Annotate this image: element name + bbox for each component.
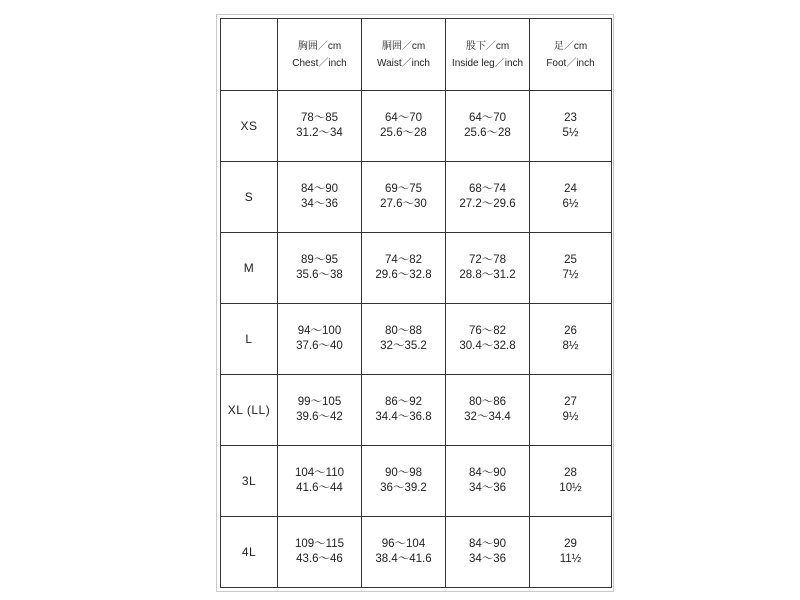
waist-cell (362, 446, 446, 517)
chest-cm-value: 78～85 (300, 112, 339, 124)
header-chest-en: Chest／inch (292, 57, 347, 69)
inside-leg-cm-value: 84～90 (468, 538, 507, 550)
chest-cell (278, 446, 362, 517)
header-foot (530, 19, 612, 91)
waist-cm-value: 86～92 (384, 396, 423, 408)
header-inside-leg-en: Inside leg／inch (451, 57, 524, 69)
waist-cm-value: 90～98 (384, 467, 423, 479)
chest-cell (278, 375, 362, 446)
waist-cell (362, 517, 446, 588)
table-row (221, 162, 612, 233)
waist-inch-value: 29.6～32.8 (375, 269, 432, 281)
inside-leg-cm-value: 72～78 (468, 254, 507, 266)
table-row (221, 304, 612, 375)
foot-cm-value: 26 (564, 325, 577, 337)
inside-leg-cm-value: 64～70 (468, 112, 507, 124)
inside-leg-cm-value: 68～74 (468, 183, 507, 195)
inside-leg-cm-value: 80～86 (468, 396, 507, 408)
waist-cm-value: 80～88 (384, 325, 423, 337)
header-chest (278, 19, 362, 91)
waist-cm-value: 64～70 (384, 112, 423, 124)
chest-inch-value: 39.6～42 (296, 411, 343, 423)
foot-cm-value: 24 (564, 183, 577, 195)
chest-cell (278, 91, 362, 162)
waist-cell (362, 233, 446, 304)
waist-cell (362, 91, 446, 162)
foot-cell (530, 446, 612, 517)
inside-leg-cell (446, 91, 530, 162)
foot-inch-value: 11½ (559, 553, 582, 565)
header-foot-en: Foot／inch (546, 57, 595, 69)
foot-inch-value: 5½ (562, 127, 579, 139)
size-label-cell: 3L (221, 446, 278, 517)
table-row (221, 375, 612, 446)
foot-inch-value: 9½ (562, 411, 579, 423)
foot-inch-value: 8½ (562, 340, 579, 352)
waist-cell (362, 304, 446, 375)
header-waist-en: Waist／inch (377, 57, 430, 69)
inside-leg-cell (446, 446, 530, 517)
header-inside-leg-jp: 股下／cm (465, 40, 510, 52)
inside-leg-cm-value: 76～82 (468, 325, 507, 337)
chest-inch-value: 41.6～44 (296, 482, 343, 494)
inside-leg-cell (446, 304, 530, 375)
chest-cell (278, 304, 362, 375)
waist-cm-value: 96～104 (381, 538, 426, 550)
waist-inch-value: 32～35.2 (380, 340, 427, 352)
header-waist (362, 19, 446, 91)
inside-leg-inch-value: 28.8～31.2 (459, 269, 516, 281)
foot-cell (530, 162, 612, 233)
chest-cm-value: 109～115 (294, 538, 345, 550)
waist-cm-value: 74～82 (384, 254, 423, 266)
table-row (221, 91, 612, 162)
waist-cm-value: 69～75 (384, 183, 423, 195)
header-inside-leg (446, 19, 530, 91)
foot-cm-value: 23 (564, 112, 577, 124)
inside-leg-inch-value: 34～36 (468, 482, 507, 494)
size-label-cell: XL (LL) (221, 375, 278, 446)
foot-inch-value: 7½ (562, 269, 579, 281)
header-foot-jp: 足／cm (553, 40, 588, 52)
inside-leg-inch-value: 32～34.4 (464, 411, 511, 423)
inside-leg-inch-value: 30.4～32.8 (459, 340, 516, 352)
chest-cm-value: 94～100 (297, 325, 342, 337)
inside-leg-cell (446, 233, 530, 304)
chest-cm-value: 104～110 (294, 467, 345, 479)
size-label-cell: S (221, 162, 278, 233)
table-row (221, 233, 612, 304)
chest-inch-value: 37.6～40 (296, 340, 343, 352)
chest-cell (278, 233, 362, 304)
table-row (221, 517, 612, 588)
inside-leg-cell (446, 517, 530, 588)
foot-inch-value: 6½ (562, 198, 579, 210)
waist-inch-value: 36～39.2 (380, 482, 427, 494)
foot-cm-value: 25 (564, 254, 577, 266)
header-chest-jp: 胸囲／cm (297, 40, 342, 52)
foot-cm-value: 27 (564, 396, 577, 408)
header-corner-cell (221, 19, 278, 91)
inside-leg-cell (446, 162, 530, 233)
chest-cell (278, 517, 362, 588)
header-row (221, 19, 612, 91)
size-label-cell: 4L (221, 517, 278, 588)
inside-leg-cm-value: 84～90 (468, 467, 507, 479)
size-label-cell: XS (221, 91, 278, 162)
size-chart-table (220, 18, 612, 588)
foot-cm-value: 29 (564, 538, 577, 550)
waist-inch-value: 25.6～28 (380, 127, 427, 139)
foot-cm-value: 28 (564, 467, 577, 479)
chest-inch-value: 31.2～34 (296, 127, 343, 139)
size-label-cell: L (221, 304, 278, 375)
chest-inch-value: 34～36 (300, 198, 339, 210)
foot-cell (530, 517, 612, 588)
waist-inch-value: 27.6～30 (380, 198, 427, 210)
waist-cell (362, 162, 446, 233)
chest-inch-value: 43.6～46 (296, 553, 343, 565)
inside-leg-cell (446, 375, 530, 446)
chest-cell (278, 162, 362, 233)
waist-cell (362, 375, 446, 446)
inside-leg-inch-value: 25.6～28 (464, 127, 511, 139)
foot-cell (530, 91, 612, 162)
header-waist-jp: 胴囲／cm (381, 40, 426, 52)
chest-cm-value: 99～105 (297, 396, 342, 408)
inside-leg-inch-value: 34～36 (468, 553, 507, 565)
foot-cell (530, 375, 612, 446)
foot-cell (530, 304, 612, 375)
table-row (221, 446, 612, 517)
size-label-cell: M (221, 233, 278, 304)
waist-inch-value: 38.4～41.6 (375, 553, 432, 565)
inside-leg-inch-value: 27.2～29.6 (459, 198, 516, 210)
chest-inch-value: 35.6～38 (296, 269, 343, 281)
waist-inch-value: 34.4～36.8 (375, 411, 432, 423)
foot-cell (530, 233, 612, 304)
chest-cm-value: 89～95 (300, 254, 339, 266)
chest-cm-value: 84～90 (300, 183, 339, 195)
foot-inch-value: 10½ (559, 482, 582, 494)
